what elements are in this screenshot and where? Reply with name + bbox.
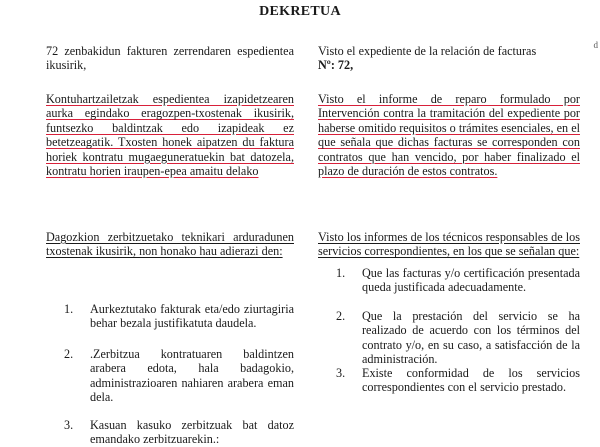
list-text: Que las facturas y/o certificación presentada queda justificada adecuadamente. (362, 266, 580, 295)
list-number: 2. (336, 309, 346, 323)
spanish-reports-paragraph (318, 230, 580, 259)
list-text: .Zerbitzua kontratuaren baldintzen arabera edota, hala badagokio, administrazioaren nahiaren arabera eman dela. (90, 347, 294, 405)
spanish-reports-text: Visto los informes de los técnicos responsables de los servicios correspondientes, en los que se señalan que: (318, 230, 580, 259)
document-title: DEKRETUA (259, 4, 341, 19)
basque-objection-text: Kontuhartzailetzak espedientea izapidetzearen aurka egindako eragozpen-txostenak ikusirik, funtsezko baldintzak edo izapideak ez betetzeagatik. Txosten honek aipatzen du faktura horiek kontratu mugaeguneratuekin bat datozela, kontratu horien iraupen-epea amaitu delako (46, 92, 294, 179)
spanish-intro-text: Visto el expediente de la relación de facturas (318, 44, 537, 58)
list-number: 1. (64, 302, 74, 316)
basque-objection-paragraph (46, 92, 294, 178)
list-number: 2. (64, 347, 74, 361)
invoice-number: Nº: 72, (318, 58, 354, 73)
basque-reports-text: Dagozkion zerbitzuetako teknikari arduradunen txostenak ikusirik, non honako hau adierazi den: (46, 230, 294, 259)
basque-reports-paragraph (46, 230, 294, 259)
page-edge-mark: d (593, 40, 598, 50)
spanish-objection-text: Visto el informe de reparo formulado por Intervención contra la tramitación del expediente por haberse omitido requisitos o trámites esenciales, en el que señala que dichas facturas se corresponden con contratos que han vencido, por haber finalizado el plazo de duración de estos contratos. (318, 92, 580, 179)
spanish-objection-paragraph (318, 92, 580, 178)
list-text: Aurkeztutako fakturak eta/edo ziurtagiria behar bezala justifikatuta daudela. (90, 302, 294, 331)
list-number: 1. (336, 266, 346, 280)
list-text: Existe conformidad de los servicios correspondientes con el servicio prestado. (362, 366, 580, 395)
list-text: Kasuan kasuko zerbitzuak bat datoz emandako zerbitzuarekin.: (90, 418, 294, 447)
list-text: Que la prestación del servicio se ha realizado de acuerdo con los términos del contrato y/o, en su caso, a satisfacción de la administración. (362, 309, 580, 367)
basque-intro-paragraph: 72 zenbakidun fakturen zerrendaren espedientea ikusirik, (46, 44, 294, 73)
list-number: 3. (336, 366, 346, 380)
list-number: 3. (64, 418, 74, 432)
spanish-intro-paragraph (318, 44, 580, 73)
